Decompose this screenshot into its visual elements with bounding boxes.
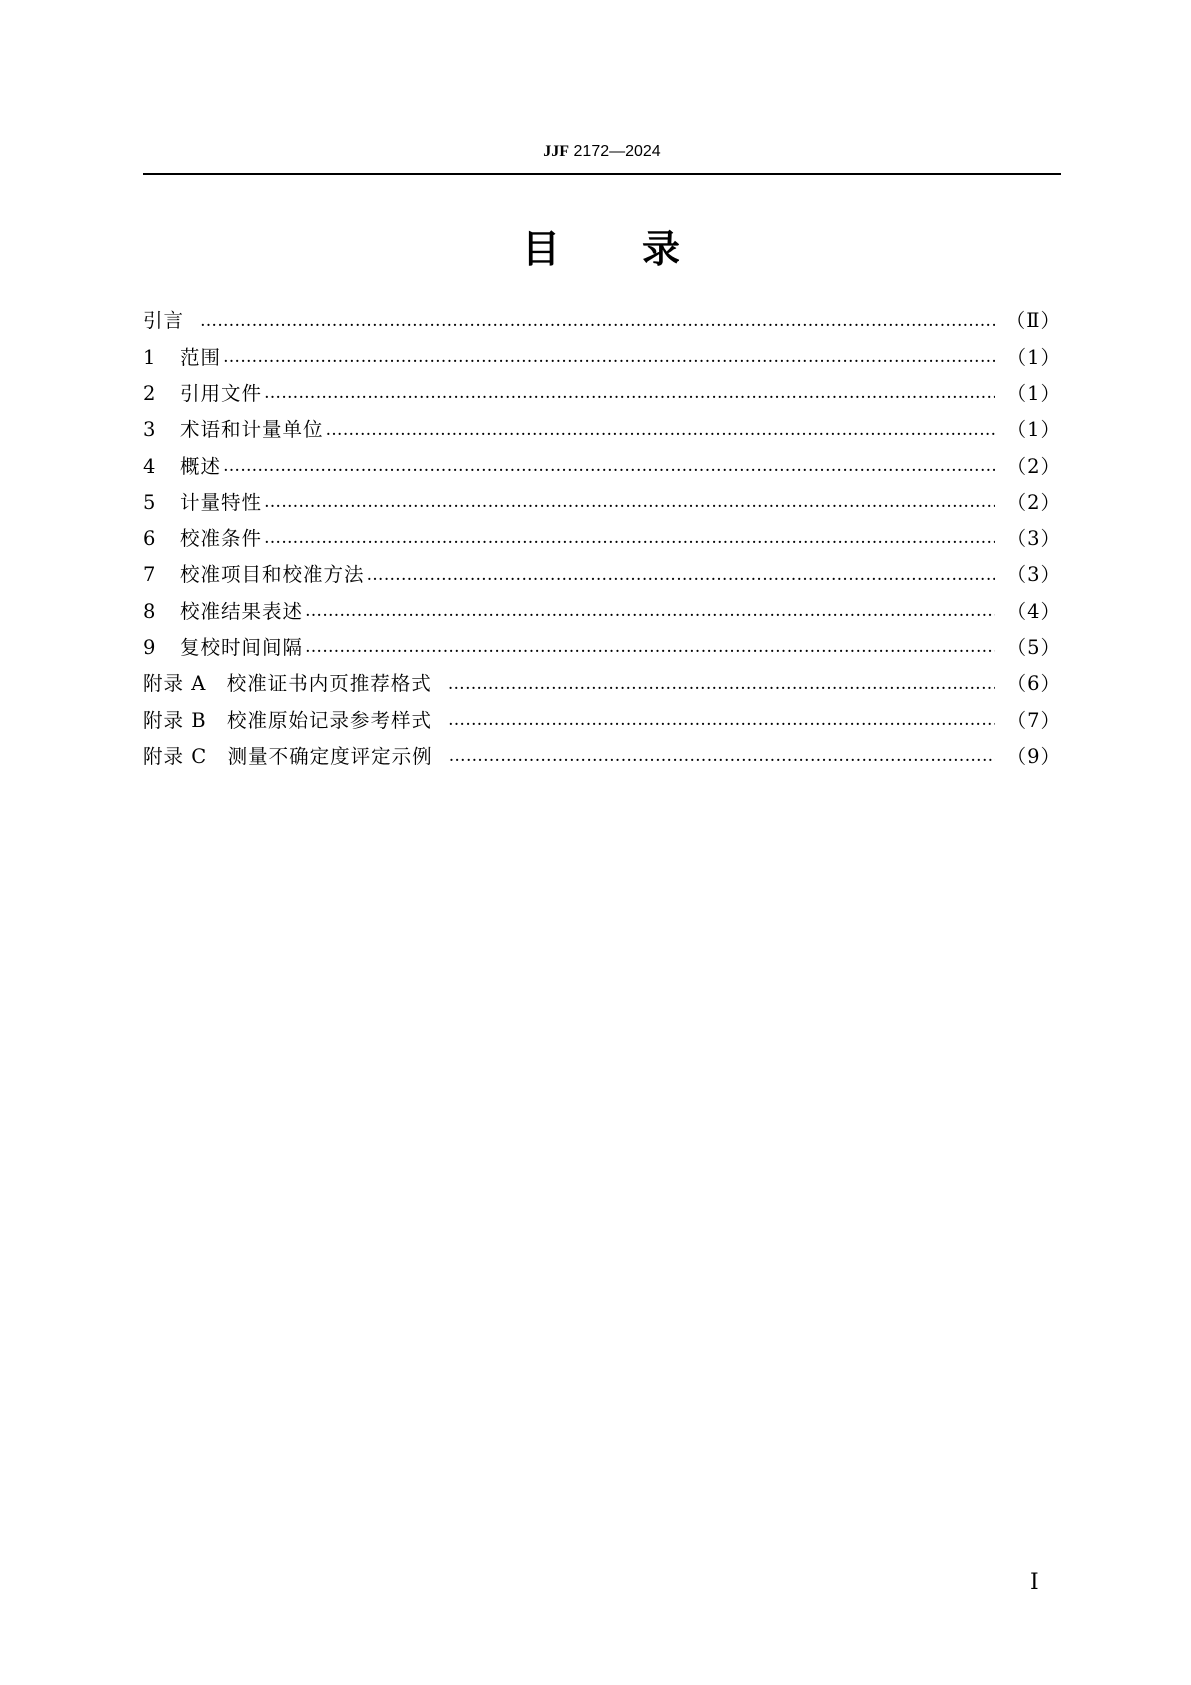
toc-entry-label: 复校时间间隔 bbox=[180, 636, 304, 660]
toc-entry-1[interactable] bbox=[143, 339, 1061, 375]
toc-entry-page: （4） bbox=[1006, 599, 1061, 623]
toc-entry-number: 4 bbox=[143, 454, 156, 478]
toc-entry-number: 5 bbox=[143, 490, 156, 514]
toc-entry-appendix-a[interactable] bbox=[143, 666, 1061, 702]
toc-entry-label: 附录 A 校准证书内页推荐格式 bbox=[143, 672, 432, 696]
toc-entry-number: 6 bbox=[143, 527, 156, 551]
toc-entry-page: （3） bbox=[1006, 527, 1061, 551]
toc-entry-3[interactable] bbox=[143, 412, 1061, 448]
toc-entry-label: 概述 bbox=[180, 454, 222, 478]
toc-entry-page: （7） bbox=[1006, 708, 1061, 732]
page-folio: Ⅰ bbox=[1030, 1570, 1039, 1595]
toc-entry-page: （Ⅱ） bbox=[1005, 309, 1061, 333]
toc-entry-6[interactable] bbox=[143, 521, 1061, 557]
dot-leader bbox=[448, 712, 995, 729]
toc-entry-label: 范围 bbox=[180, 345, 222, 369]
dot-leader bbox=[264, 385, 995, 402]
toc-entry-appendix-c[interactable] bbox=[143, 739, 1061, 775]
toc-entry-page: （9） bbox=[1006, 744, 1061, 768]
toc-entry-page: （1） bbox=[1006, 345, 1061, 369]
toc-entry-number: 9 bbox=[143, 636, 156, 660]
toc-entry-8[interactable] bbox=[143, 593, 1061, 629]
dot-leader bbox=[264, 530, 995, 547]
toc-entry-label: 校准结果表述 bbox=[180, 599, 304, 623]
toc-entry-page: （6） bbox=[1006, 672, 1061, 696]
toc-entry-label: 术语和计量单位 bbox=[180, 418, 324, 442]
toc-entry-9[interactable] bbox=[143, 630, 1061, 666]
toc-title bbox=[143, 218, 1061, 273]
toc-entry-label: 校准条件 bbox=[180, 527, 263, 551]
toc-entry-page: （1） bbox=[1006, 381, 1061, 405]
toc-entry-label: 校准项目和校准方法 bbox=[180, 563, 365, 587]
toc-entry-page: （1） bbox=[1006, 418, 1061, 442]
toc-entry-label: 引言 bbox=[143, 309, 185, 333]
toc-entry-label: 附录 B 校准原始记录参考样式 bbox=[143, 708, 433, 732]
toc-entry-number: 8 bbox=[143, 599, 156, 623]
toc-entry-2[interactable] bbox=[143, 376, 1061, 412]
toc-entry-label: 引用文件 bbox=[180, 381, 263, 405]
dot-leader bbox=[326, 422, 995, 439]
toc-entry-number: 1 bbox=[143, 345, 156, 369]
toc-entry-7[interactable] bbox=[143, 557, 1061, 593]
toc-entry-number: 3 bbox=[143, 418, 156, 442]
toc-entry-number: 2 bbox=[143, 381, 156, 405]
dot-leader bbox=[223, 349, 995, 366]
dot-leader bbox=[367, 567, 995, 584]
toc-entry-4[interactable] bbox=[143, 448, 1061, 484]
dot-leader bbox=[264, 494, 995, 511]
toc-title-right: 录 bbox=[642, 227, 683, 271]
dot-leader bbox=[305, 603, 995, 620]
page-header bbox=[143, 143, 1061, 161]
toc-title-left: 目 bbox=[521, 227, 562, 271]
toc-entry-page: （5） bbox=[1006, 636, 1061, 660]
toc-entry-appendix-b[interactable] bbox=[143, 702, 1061, 738]
table-of-contents bbox=[143, 303, 1061, 775]
toc-entry-page: （2） bbox=[1006, 454, 1061, 478]
toc-entry-label: 计量特性 bbox=[180, 490, 263, 514]
standard-number: 2172—2024 bbox=[573, 143, 661, 160]
toc-entry-page: （3） bbox=[1006, 563, 1061, 587]
toc-entry-page: （2） bbox=[1006, 490, 1061, 514]
dot-leader bbox=[448, 676, 995, 693]
toc-entry-intro[interactable] bbox=[143, 303, 1061, 339]
dot-leader bbox=[200, 313, 995, 330]
header-rule bbox=[143, 173, 1061, 175]
dot-leader bbox=[223, 458, 995, 475]
dot-leader bbox=[449, 748, 995, 765]
standard-code: JJF bbox=[543, 143, 570, 160]
toc-entry-number: 7 bbox=[143, 563, 156, 587]
dot-leader bbox=[305, 639, 995, 656]
toc-entry-label: 附录 C 测量不确定度评定示例 bbox=[143, 744, 433, 768]
toc-entry-5[interactable] bbox=[143, 484, 1061, 520]
